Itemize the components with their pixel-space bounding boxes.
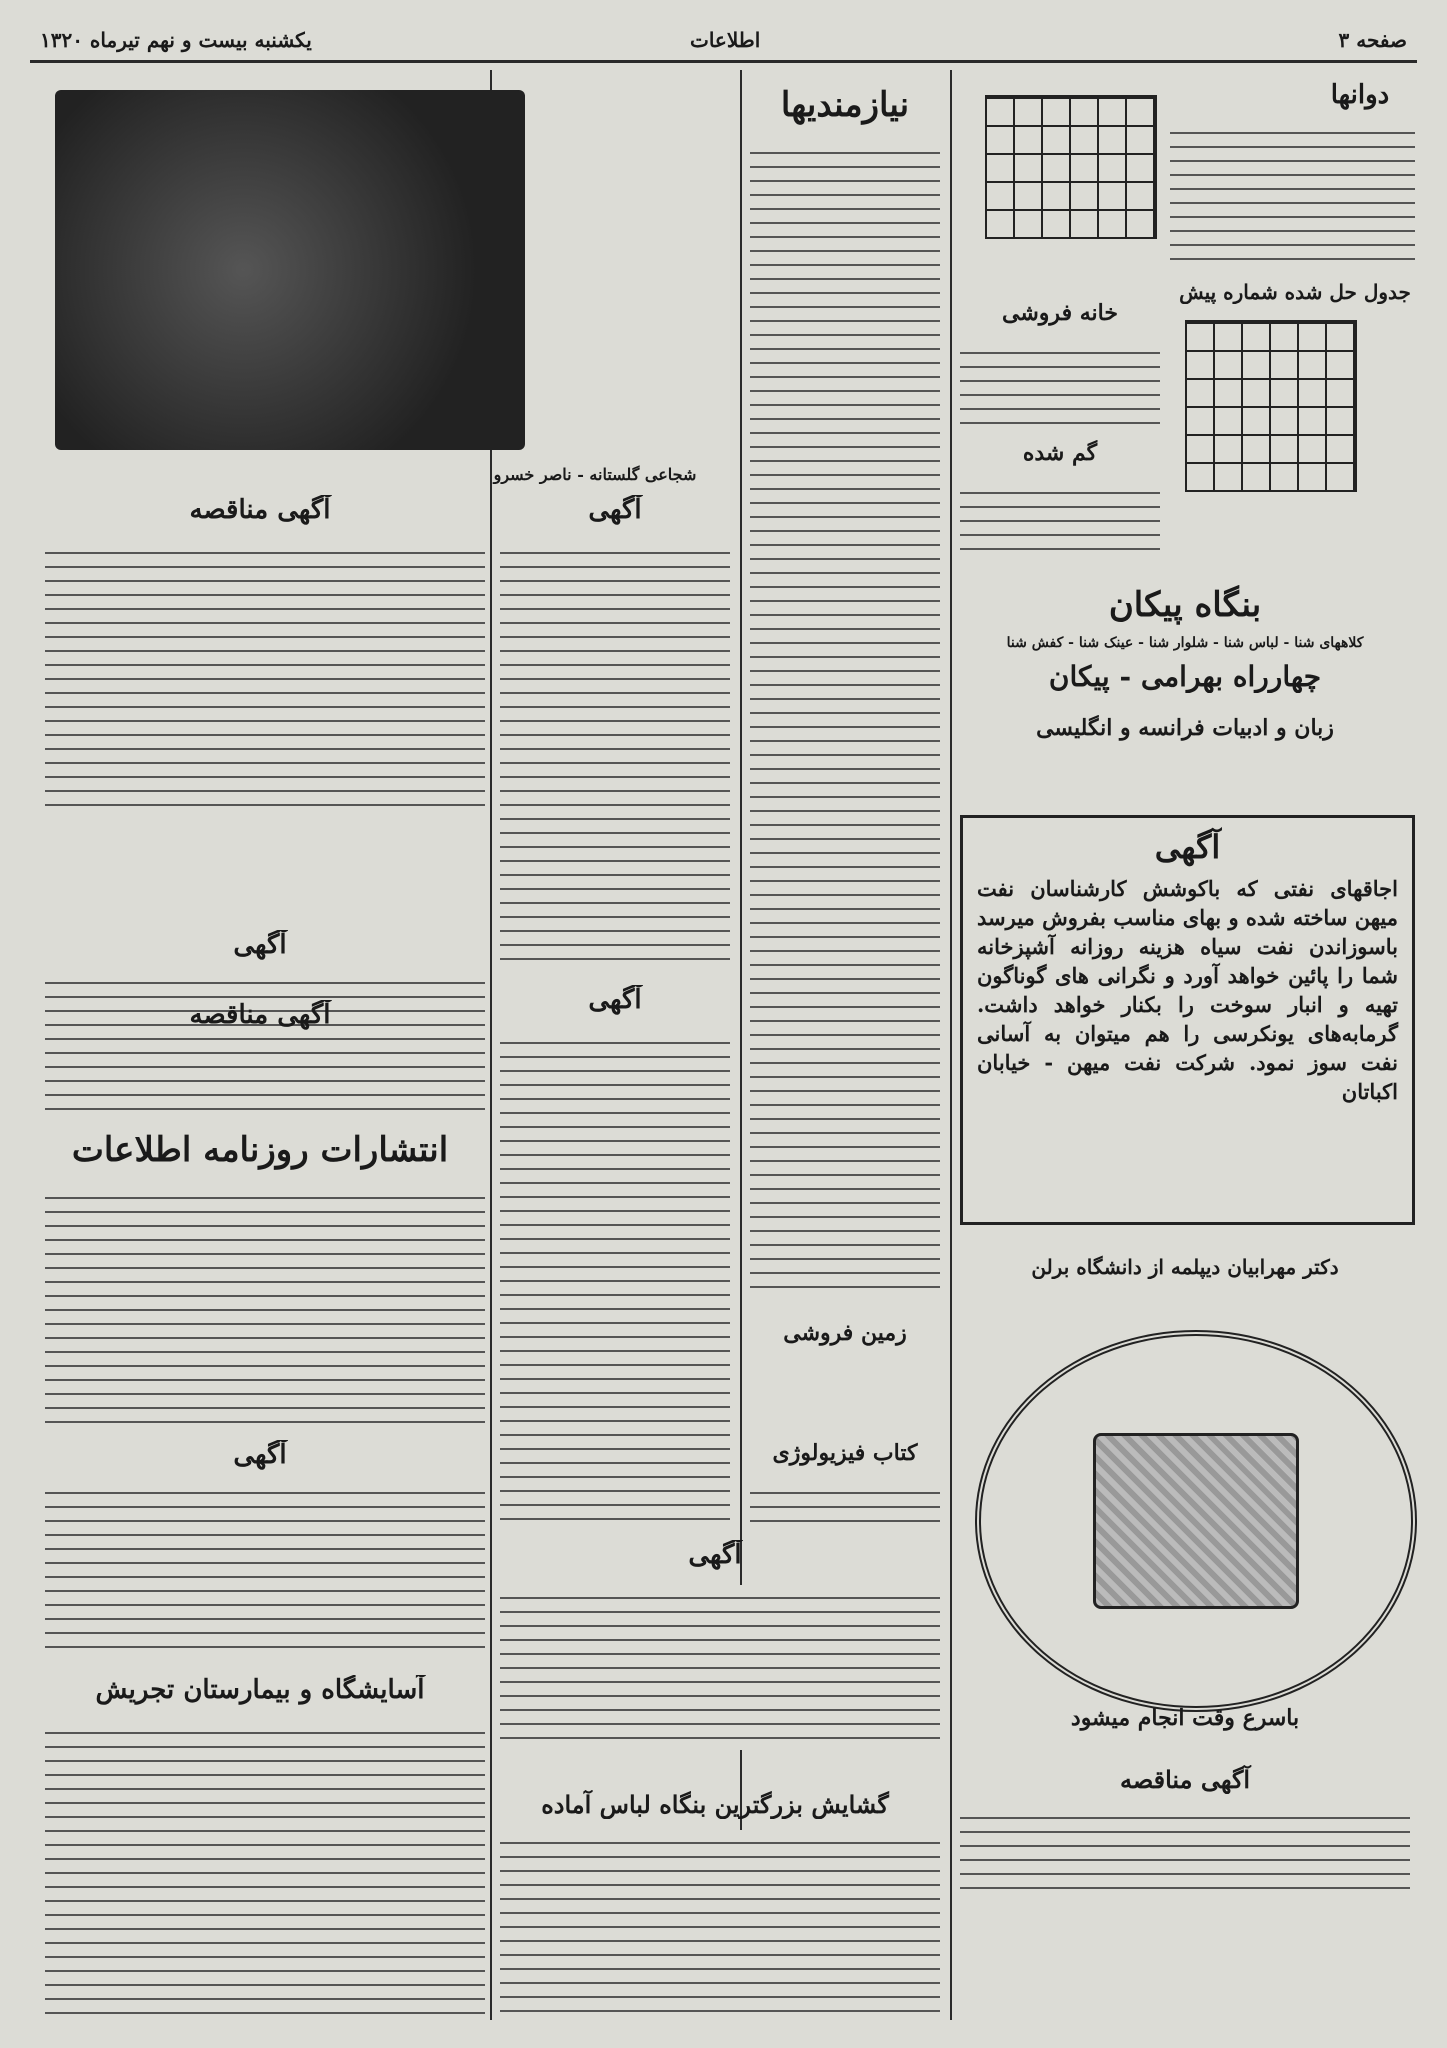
doctor-title: دکتر مهرابیان دیپلمه از دانشگاه برلن (1031, 1255, 1339, 1279)
notice-title: آگهی (588, 985, 642, 1015)
header-date: یکشنبه بیست و نهم تیرماه ۱۳۲۰ (40, 28, 312, 52)
company-seal (975, 1330, 1417, 1712)
house-sale-title: خانه فروشی (1002, 300, 1118, 326)
publications-title: انتشارات روزنامه اطلاعات (71, 1130, 449, 1170)
image-caption: شجاعی گلستانه - ناصر خسرو (493, 465, 697, 484)
factory-title: گشایش بزرگترین بنگاه لباس آماده (541, 1790, 889, 1819)
solved-title: جدول حل شده شماره پیش (1179, 280, 1411, 304)
land-sale-title: زمین فروشی (783, 1320, 907, 1346)
puzzle-title: دوانها (1330, 80, 1390, 110)
peykan-title: بنگاه پیکان (1108, 585, 1262, 625)
ads-body (750, 1480, 940, 1530)
notice-body (45, 1480, 485, 1650)
peykan-address: چهارراه بهرامی - پیکان (1048, 660, 1322, 693)
big-notice (960, 815, 1415, 1225)
notice-title: آگهی مناقصه (189, 1000, 331, 1030)
house-sale-body (960, 340, 1160, 430)
lost-body (960, 480, 1160, 550)
notice-title: آگهی (588, 495, 642, 525)
header-rule (30, 60, 1417, 63)
clinic-body (45, 1720, 485, 2020)
solved-grid (1185, 320, 1357, 492)
notice-title: آگهی مناقصه (189, 495, 331, 525)
notice-body (45, 540, 485, 810)
notice-body (500, 1585, 940, 1750)
notice-body (500, 1030, 730, 1530)
header-page: صفحه ۳ (1338, 28, 1407, 52)
puzzle-clues (1170, 120, 1415, 270)
language-title: زبان و ادبیات فرانسه و انگلیسی (1036, 715, 1334, 741)
competition-title: آگهی مناقصه (1119, 1765, 1251, 1794)
big-notice-body: اجاقهای نفتی که باکوشش کارشناسان نفت میهن ساخته شده و بهای مناسب بفروش میرسد باسوزاندن نفت سیاه هزینه روزانه آشپزخانه شما را پائین خواهد آورد و نگرانی های گوناگون تهیه و انبار سوخت را بکنار خواهد داشت. گرمابه‌های یونکرسی را هم میتوان به آسانی نفت سوز نمود. شرکت نفت میهن - خیابان اکباتان (977, 876, 1398, 1104)
seal-center (1093, 1433, 1299, 1609)
competition-body (960, 1805, 1410, 1895)
notice-title: آگهی (688, 1540, 742, 1570)
peykan-items: کلاههای شنا - لباس شنا - شلوار شنا - عینک شنا - کفش شنا (1006, 635, 1364, 651)
shoe-image (55, 90, 525, 450)
big-notice-title: آگهی (1154, 828, 1221, 866)
ads-body (750, 140, 940, 1300)
notice-title: آگهی (233, 930, 287, 960)
header-title: اطلاعات (690, 28, 761, 52)
publications-body (45, 1185, 485, 1425)
ads-title: نیازمندیها (780, 85, 910, 125)
clinic-title: آسایشگاه و بیمارستان تجریش (95, 1675, 425, 1705)
lost-title: گم شده (1022, 440, 1098, 466)
book-title: کتاب فیزیولوژی (772, 1440, 918, 1466)
quick-title: باسرع وقت انجام میشود (1070, 1705, 1300, 1731)
crossword-grid (985, 95, 1157, 239)
notice-body (500, 540, 730, 960)
notice-title: آگهی (233, 1440, 287, 1470)
factory-body (500, 1830, 940, 2020)
notice-body (45, 1040, 485, 1110)
col-rule (950, 70, 952, 2020)
